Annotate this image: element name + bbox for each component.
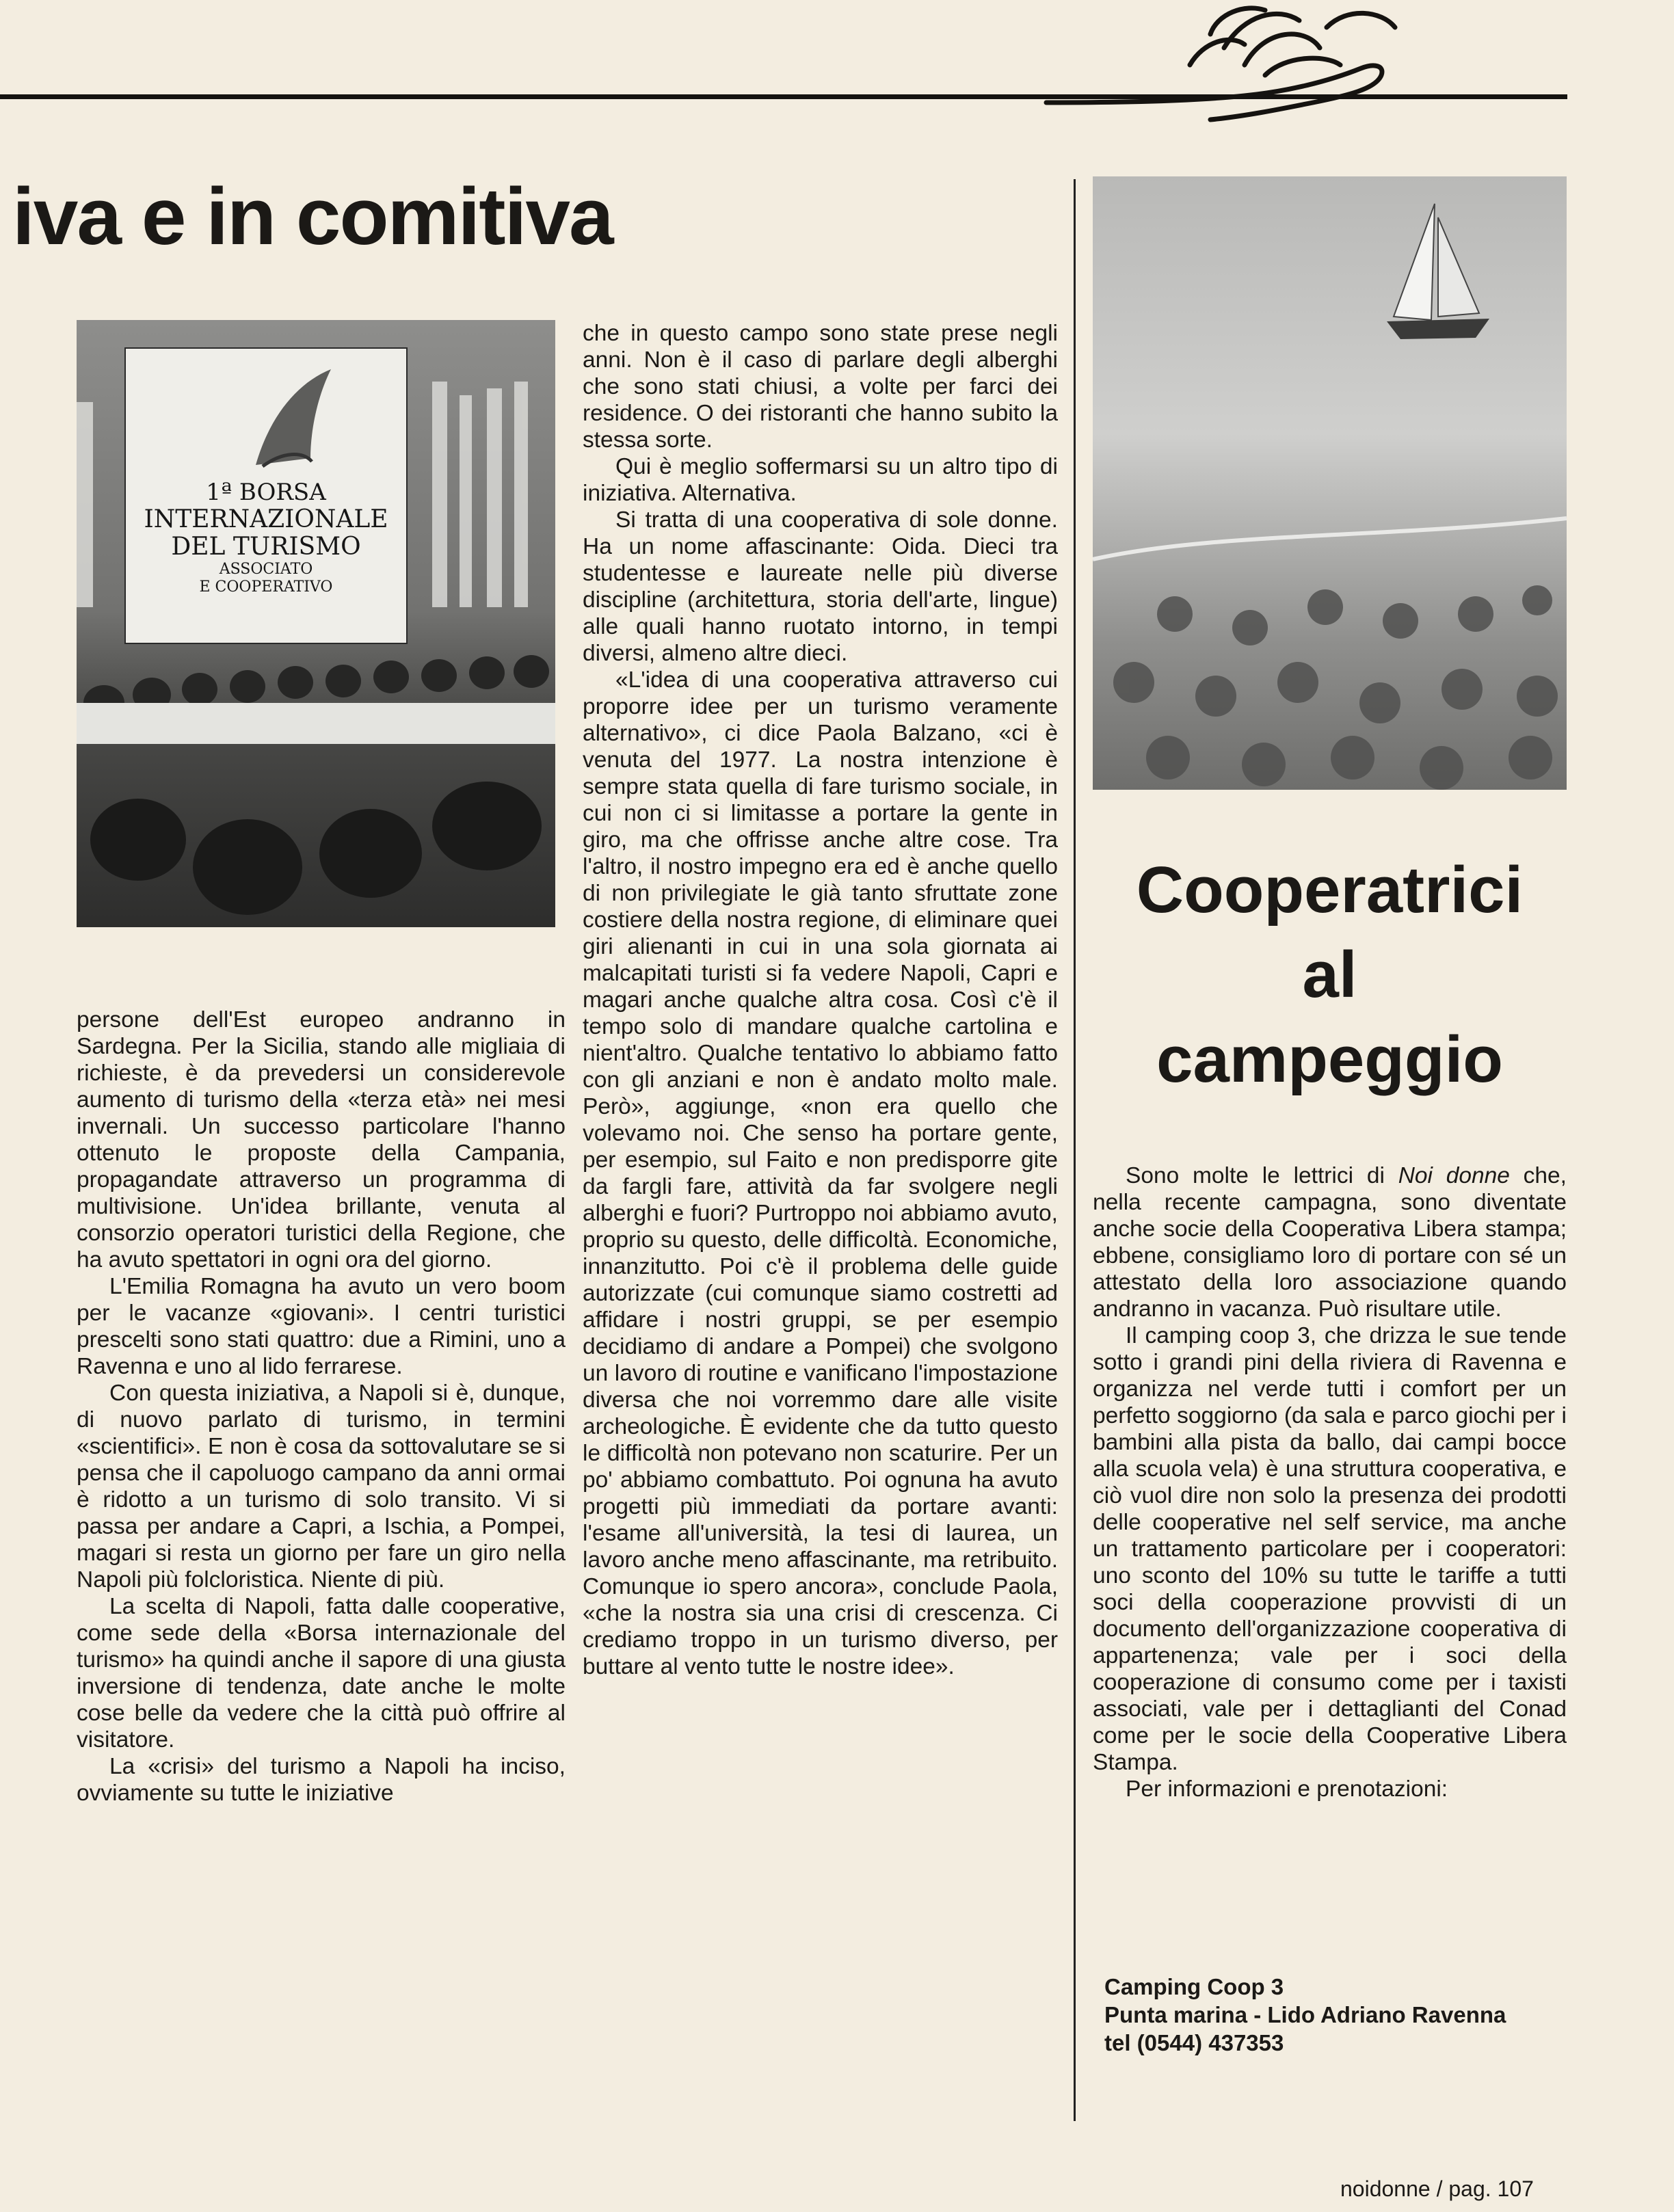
col1-paragraph: Con questa iniziativa, a Napoli si è, dunque, di nuovo parlato di turismo, in termini «scientifici». E non è cosa da sottovalutare se si pensa che il capoluogo campano da anni ormai è ridotto a un turismo di solo transito. Vi si passa per andare a Capri, a Ischia, a Pompei, magari si resta un giorno per fare un giro nella Napoli più folcloristica. Niente di più. bbox=[77, 1381, 566, 1593]
footer-brand: noidonne bbox=[1340, 2176, 1431, 2201]
magazine-name: Noi donne bbox=[1398, 1163, 1510, 1188]
beach-scene-graphic bbox=[1093, 176, 1567, 790]
sailboat-icon bbox=[1387, 204, 1489, 339]
banner-line-4: ASSOCIATO bbox=[219, 561, 313, 578]
col2-paragraph: Qui è meglio soffermarsi su un altro tipo di iniziativa. Alternativa. bbox=[583, 454, 1058, 506]
column-3 bbox=[1093, 1162, 1567, 1802]
col1-paragraph: La «crisi» del turismo a Napoli ha inciso, ovviamente su tutte le iniziative bbox=[77, 1754, 566, 1806]
headline: iva e in comitiva bbox=[12, 172, 613, 262]
col1-paragraph: persone dell'Est europeo andranno in Sardegna. Per la Sicilia, stando alle migliaia di richieste, è da prevedersi un considerevole aumento di turismo della «terza età» nei mesi invernali. Un successo particolare l'hanno ottenuto le proposte della Campania, propagandate attraverso un programma di multivisione. Un'idea brillante, venuta al consorzio operatori turistici della Regione, che ha avuto spettatori in ogni ora del giorno. bbox=[77, 1007, 566, 1272]
photo-scene-graphic bbox=[77, 320, 555, 927]
column-2 bbox=[583, 320, 1058, 1680]
banner-line-3: DEL TURISMO bbox=[171, 533, 361, 561]
banner-line-2: INTERNAZIONALE bbox=[144, 505, 388, 533]
conference-photo bbox=[77, 320, 555, 927]
banner-line-1: 1ª BORSA bbox=[206, 479, 326, 506]
col3-paragraph bbox=[1093, 1162, 1567, 1322]
title-line: al bbox=[1302, 938, 1357, 1011]
contact-name: Camping Coop 3 bbox=[1104, 1974, 1284, 1999]
title-line: Cooperatrici bbox=[1136, 853, 1524, 927]
page-footer bbox=[1340, 2176, 1534, 2202]
palm-hand-logo bbox=[1039, 0, 1409, 137]
footer-separator: / bbox=[1430, 2176, 1449, 2201]
col1-paragraph: L'Emilia Romagna ha avuto un vero boom per le vacanze «giovani». I centri turistici prescelti sono stati quattro: due a Rimini, uno a Ravenna e uno al lido ferrarese. bbox=[77, 1274, 566, 1379]
contact-phone: tel (0544) 437353 bbox=[1104, 2030, 1284, 2055]
contact-address: Punta marina - Lido Adriano Ravenna bbox=[1104, 2002, 1506, 2027]
col1-paragraph: La scelta di Napoli, fatta dalle cooperative, come sede della «Borsa internazionale del turismo» ha quindi anche il sapore di una giusta inversione di tendenza, date anche le molte cose belle da vedere che la città può offrire al visitatore. bbox=[77, 1594, 566, 1753]
title-line: campeggio bbox=[1156, 1023, 1503, 1096]
side-article-title bbox=[1093, 848, 1567, 1102]
col2-paragraph: «L'idea di una cooperativa attraverso cui proporre idee per un turismo veramente alternativo», ci dice Paola Balzano, «ci è venuta del 1977. La nostra intenzione è sempre stata quella di fare turismo sociale, in cui non ci si limitasse a portare la gente in giro, ma che offrisse anche altre cose. Tra l'altro, il nostro impegno era ed è anche quello di non privilegiate le già tanto sfruttate zone costiere della nostra regione, di eliminare quei giri alienanti in cui in una sola giornata ai malcapitati turisti si fa vedere Napoli, Capri e magari anche qualche altra cosa. Così c'è il tempo solo di mandare qualche cartolina e nient'altro. Qualche tentativo lo abbiamo fatto con gli anziani e non è andato molto male. Però», aggiunge, «non era quello che volevamo noi. Che senso ha portare gente, per esempio, sul Faito e non predisporre gite da fargli fare, attività da far svolgere negli alberghi e fuori? Purtroppo noi abbiamo avuto, proprio su questo, delle difficoltà. Economiche, innanzitutto. Poi c'è il problema delle guide autorizzate (cui comunque siamo costretti ad affidare i nostri gruppi, se per esempio decidiamo di andare a Pompei) che svolgono un lavoro di routine e vanificano l'impostazione diversa che noi vorremmo dare alle visite archeologiche. È evidente che da tutto questo le difficoltà non potevano non scaturire. Per un po' abbiamo combattuto. Poi ognuna ha avuto progetti più immediati da portare avanti: l'esame all'università, la tesi di laurea, un lavoro anche meno affascinante, ma retribuito. Comunque io spero ancora», conclude Paola, «che la nostra sia una crisi di crescenza. Ci crediamo troppo in un turismo diverso, per buttare al vento tutte le nostre idee». bbox=[583, 667, 1058, 1679]
page-number: pag. 107 bbox=[1448, 2176, 1534, 2201]
column-1 bbox=[77, 1007, 566, 1807]
col3-paragraph: Per informazioni e prenotazioni: bbox=[1126, 1776, 1448, 1802]
col2-paragraph: che in questo campo sono state prese negli anni. Non è il caso di parlare degli alberghi che sono stati chiusi, a volte per farci dei residence. O dei ristoranti che hanno subito la stessa sorte. bbox=[583, 321, 1058, 453]
contact-block bbox=[1104, 1973, 1506, 2057]
col3-paragraph: Il camping coop 3, che drizza le sue tende sotto i grandi pini della riviera di Ravenna e organizza nel verde tutti i comfort per un perfetto soggiorno (da sala e parco giochi per i bambini alla pista da ballo, dai campi bocce alla scuola vela) è una struttura cooperativa, e ciò vuol dire non solo la presenza dei prodotti delle cooperative nel self service, ma anche un trattamento particolare per i cooperatori: uno sconto del 10% su tutte le tariffe a tutti soci della cooperazione provvisti di un documento dell'organizzazione cooperativa di appartenenza; vale per i soci della cooperazione di consumo come per i taxisti associati, vale per i dettaglianti del Conad come per le socie della Cooperative Libera Stampa. bbox=[1093, 1323, 1567, 1775]
col2-paragraph: Si tratta di una cooperativa di sole donne. Ha un nome affascinante: Oida. Dieci tra studentesse e laureate nelle più diverse discipline (architettura, storia dell'arte, lingue) alle quali hanno ruotato intorno, in tempi diversi, almeno altre dieci. bbox=[583, 507, 1058, 666]
banner-line-5: E COOPERATIVO bbox=[199, 578, 333, 596]
p1-after: che, nella recente campagna, sono diventate anche socie della Cooperativa Libera stampa; ebbene, consigliamo loro di portare con sé un attestato della loro associazione quando andranno in vacanza. Può risultare utile. bbox=[1093, 1163, 1567, 1322]
beach-aerial-photo bbox=[1093, 176, 1567, 790]
p1-before: Sono molte le lettrici di bbox=[1126, 1163, 1398, 1188]
column-divider bbox=[1074, 179, 1076, 2121]
